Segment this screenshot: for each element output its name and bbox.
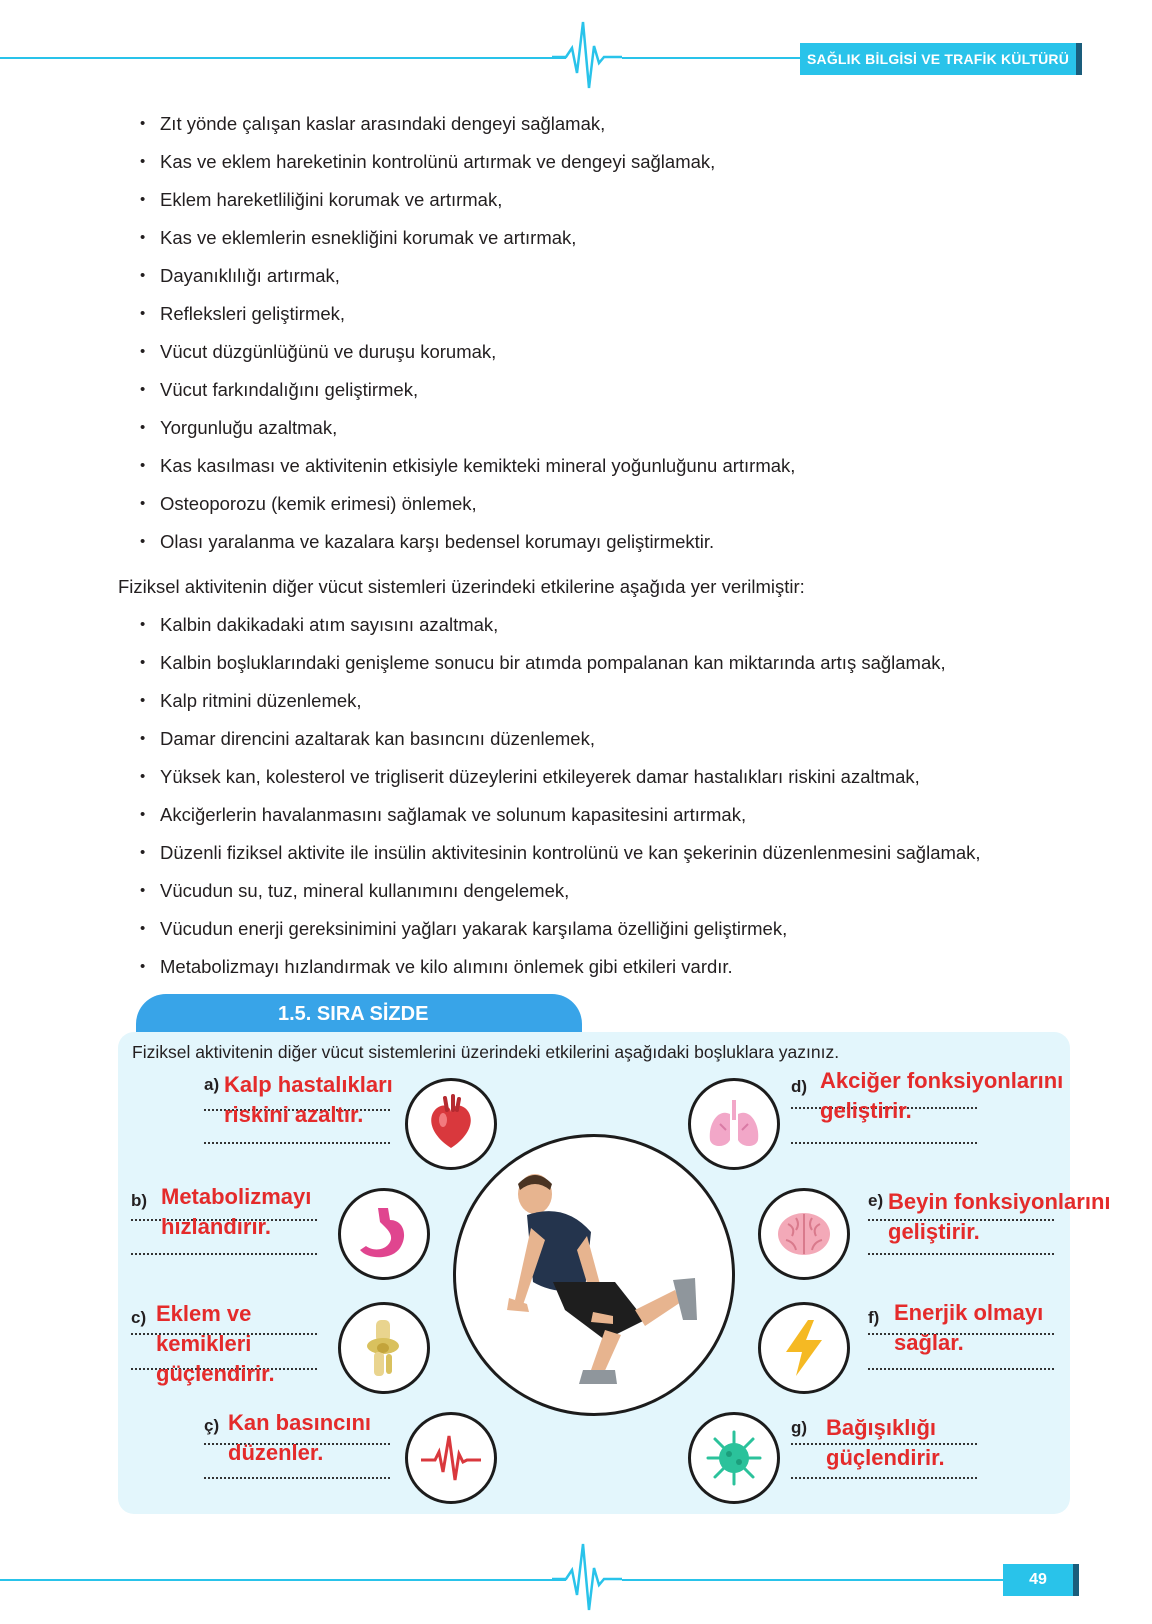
answer-text: Bağışıklığı [826, 1415, 937, 1440]
heart-icon [421, 1094, 481, 1154]
answer-text: Kan basıncını [228, 1410, 372, 1435]
footer-line-right [622, 1579, 1003, 1581]
item-d-label: d) [791, 1077, 808, 1096]
item-f-answer [894, 1298, 1043, 1358]
item-c-cedilla-answer [228, 1408, 371, 1468]
answer-text: Akciğer fonksiyonlarını [820, 1068, 1064, 1093]
answer-text: güçlendirir. [826, 1445, 945, 1470]
list-item: • Yüksek kan, kolesterol ve trigliserit düzeylerini etkileyerek damar hastalıkları riskini azaltmak, [140, 758, 981, 796]
list-item: • Refleksleri geliştirmek, [140, 295, 795, 333]
answer-text: geliştirir. [820, 1098, 912, 1123]
answer-line[interactable] [131, 1253, 317, 1255]
brain-icon-circle [758, 1188, 850, 1280]
list-item: • Damar direncini azaltarak kan basıncını düzenlemek, [140, 720, 981, 758]
stomach-icon [354, 1204, 414, 1264]
item-b-label: b) [131, 1191, 148, 1210]
ecg-icon-circle [405, 1412, 497, 1504]
answer-text: düzenler. [228, 1440, 324, 1465]
virus-icon [704, 1428, 764, 1488]
item-g-answer [826, 1413, 945, 1473]
page-number: 49 [1029, 1571, 1047, 1588]
answer-text: Beyin fonksiyonlarını [888, 1189, 1111, 1214]
heart-icon-circle [405, 1078, 497, 1170]
answer-line[interactable] [868, 1253, 1054, 1255]
list-item: • Akciğerlerin havalanmasını sağlamak ve solunum kapasitesini artırmak, [140, 796, 981, 834]
section-title-tab [800, 43, 1076, 75]
answer-line[interactable] [791, 1142, 977, 1144]
item-a-label: a) [204, 1075, 220, 1094]
list-item: • Yorgunluğu azaltmak, [140, 409, 795, 447]
knee-joint-icon-circle [338, 1302, 430, 1394]
item-c-answer [156, 1299, 275, 1389]
list-item: • Vücudun enerji gereksinimini yağları yakarak karşılama özelliğini geliştirmek, [140, 910, 981, 948]
list-item: • Kas kasılması ve aktivitenin etkisiyle kemikteki mineral yoğunluğunu artırmak, [140, 447, 795, 485]
item-f-label: f) [868, 1308, 880, 1327]
header-line-left [0, 57, 566, 59]
list-item: • Kas ve eklemlerin esnekliğini korumak ve artırmak, [140, 219, 795, 257]
item-d-answer [820, 1066, 1063, 1126]
answer-text: Enerjik olmayı [894, 1300, 1044, 1325]
ecg-icon [421, 1428, 481, 1488]
header-line-right [622, 57, 800, 59]
item-a-answer [224, 1070, 393, 1130]
lightning-icon-circle [758, 1302, 850, 1394]
answer-line[interactable] [204, 1142, 390, 1144]
item-b-answer [161, 1182, 311, 1242]
list-item: • Kalbin boşluklarındaki genişleme sonucu bir atımda pompalanan kan miktarında artış sağlamak, [140, 644, 981, 682]
benefits-list-musculoskeletal [140, 105, 795, 561]
list-item: • Osteoporozu (kemik erimesi) önlemek, [140, 485, 795, 523]
list-item: • Vücudun su, tuz, mineral kullanımını dengelemek, [140, 872, 981, 910]
stomach-icon-circle [338, 1188, 430, 1280]
section-title: SAĞLIK BİLGİSİ VE TRAFİK KÜLTÜRÜ [806, 51, 1070, 67]
ecg-wave-icon [552, 18, 622, 92]
ecg-wave-icon [552, 1540, 622, 1614]
answer-line[interactable] [791, 1477, 977, 1479]
brain-icon [774, 1204, 834, 1264]
item-g-label: g) [791, 1418, 808, 1437]
lungs-icon [704, 1094, 764, 1154]
lightning-icon [774, 1318, 834, 1378]
benefits-list-other-systems [140, 606, 981, 986]
list-item: • Düzenli fiziksel aktivite ile insülin aktivitesinin kontrolünü ve kan şekerinin düzenlenmesini sağlamak, [140, 834, 981, 872]
answer-text: Kalp hastalıkları [224, 1072, 393, 1097]
list-item: • Olası yaralanma ve kazalara karşı bedensel korumayı geliştirmektir. [140, 523, 795, 561]
answer-text: sağlar. [894, 1330, 964, 1355]
list-item: • Kalp ritmini düzenlemek, [140, 682, 981, 720]
list-item: • Vücut düzgünlüğünü ve duruşu korumak, [140, 333, 795, 371]
list-item: • Kas ve eklem hareketinin kontrolünü artırmak ve dengeyi sağlamak, [140, 143, 795, 181]
answer-text: kemikleri [156, 1331, 252, 1356]
item-c-label: c) [131, 1308, 147, 1327]
answer-text: güçlendirir. [156, 1361, 275, 1386]
list-item: • Metabolizmayı hızlandırmak ve kilo alımını önlemek gibi etkileri vardır. [140, 948, 981, 986]
activity-instruction: Fiziksel aktivitenin diğer vücut sistemlerini üzerindeki etkilerini aşağıdaki boşluklara yazınız. [132, 1042, 840, 1062]
list-item: • Kalbin dakikadaki atım sayısını azaltmak, [140, 606, 981, 644]
list-item: • Zıt yönde çalışan kaslar arasındaki dengeyi sağlamak, [140, 105, 795, 143]
footer-line-left [0, 1579, 566, 1581]
answer-line[interactable] [204, 1477, 390, 1479]
answer-line[interactable] [868, 1368, 1054, 1370]
athlete-illustration [495, 1170, 705, 1400]
item-e-answer [888, 1187, 1111, 1247]
activity-title: 1.5. SIRA SİZDE [278, 1003, 429, 1025]
list-item: • Eklem hareketliliğini korumak ve artırmak, [140, 181, 795, 219]
lungs-icon-circle [688, 1078, 780, 1170]
answer-text: riskini azaltır. [224, 1102, 364, 1127]
list-item: • Dayanıklılığı artırmak, [140, 257, 795, 295]
knee-joint-icon [354, 1318, 414, 1378]
list-item: • Vücut farkındalığını geliştirmek, [140, 371, 795, 409]
answer-text: Eklem ve [156, 1301, 252, 1326]
answer-text: geliştirir. [888, 1219, 980, 1244]
virus-icon-circle [688, 1412, 780, 1504]
item-e-label: e) [868, 1191, 884, 1210]
activity-title-tab [136, 994, 582, 1034]
answer-text: Metabolizmayı [161, 1184, 312, 1209]
item-c-cedilla-label: ç) [204, 1416, 220, 1435]
page-number-tab [1003, 1564, 1073, 1596]
intro-paragraph: Fiziksel aktivitenin diğer vücut sistemleri üzerindeki etkilerine aşağıda yer verilmiştir: [118, 576, 805, 597]
answer-text: hızlandırır. [161, 1214, 272, 1239]
